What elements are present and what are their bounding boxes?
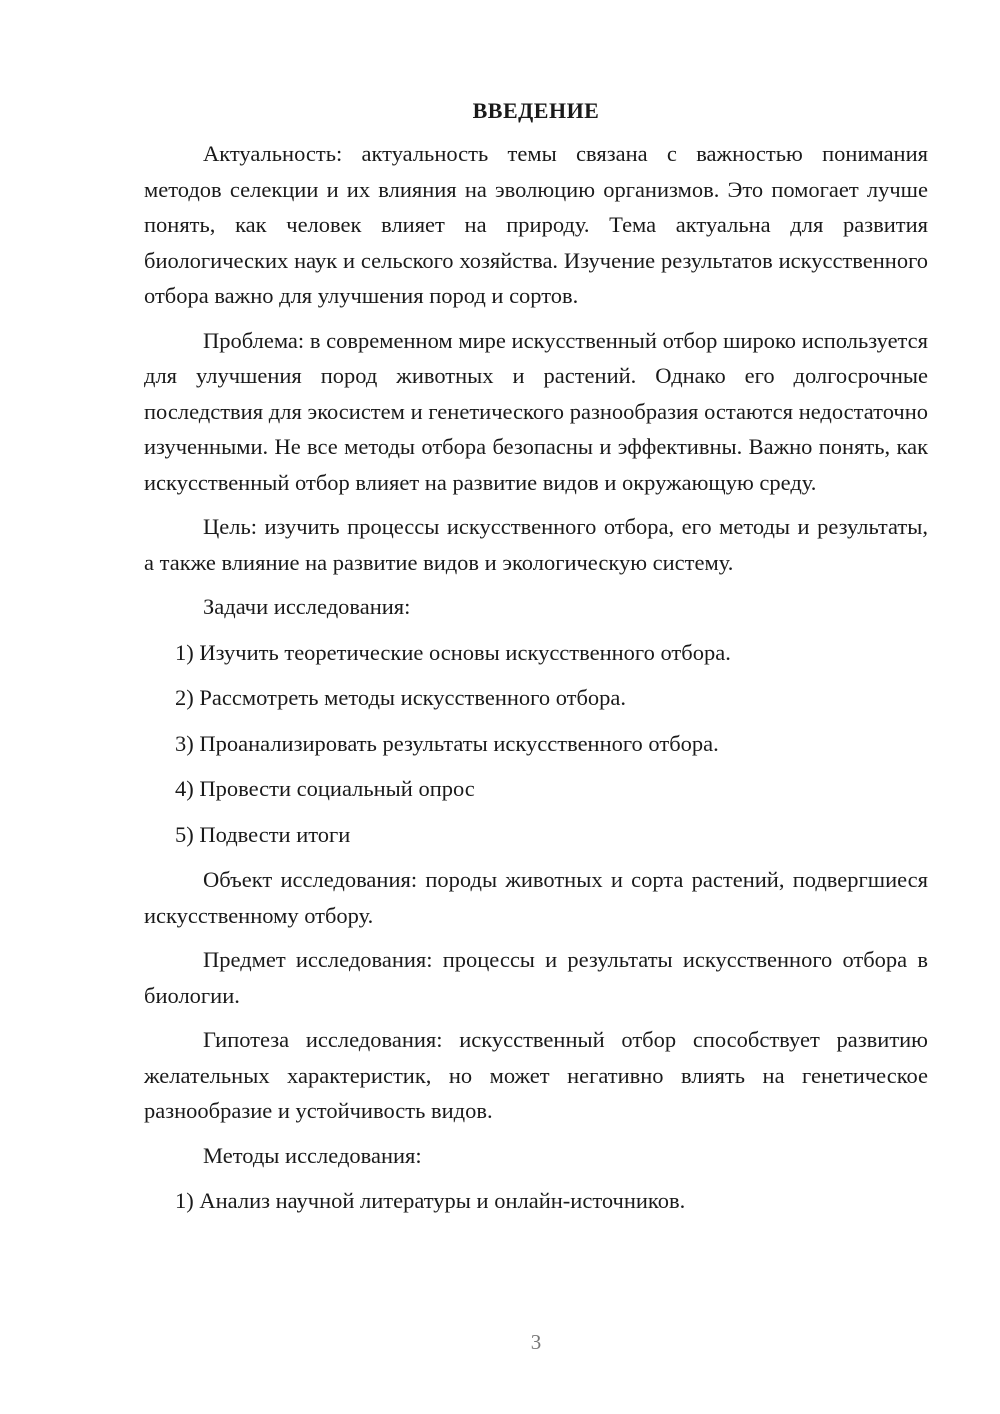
paragraph-relevance: Актуальность: актуальность темы связана с важностью понимания методов селекции и их влияния на эволюцию организмов. Это помогает лучше понять, как человек влияет на природу. Тема актуальна для развития биологических наук и сельского хозяйства. Изучение результатов искусственного отбора важно для улучшения пород и сортов. (144, 141, 928, 308)
paragraph-goal: Цель: изучить процессы искусственного отбора, его методы и результаты, а также влияние на развитие видов и экологическую систему. (144, 514, 928, 575)
document-page (144, 96, 928, 1229)
methods-heading: Методы исследования: (203, 1142, 422, 1168)
list-item: 5) Подвести итоги (175, 821, 351, 847)
list-item: 3) Проанализировать результаты искусственного отбора. (175, 730, 719, 756)
methods-list (144, 1183, 928, 1219)
tasks-list (144, 635, 928, 853)
paragraph-problem: Проблема: в современном мире искусственный отбор широко используется для улучшения пород животных и растений. Однако его долгосрочные последствия для экосистем и генетического разнообразия остаются недостаточно изученными. Не все методы отбора безопасны и эффективны. Важно понять, как искусственный отбор влияет на развитие видов и окружающую среду. (144, 327, 928, 495)
paragraph-object: Объект исследования: породы животных и сорта растений, подвергшиеся искусственному отбору. (144, 867, 928, 928)
list-item: 2) Рассмотреть методы искусственного отбора. (175, 685, 627, 710)
paragraph-hypothesis: Гипотеза исследования: искусственный отбор способствует развитию желательных характеристик, но может негативно влиять на генетическое разнообразие и устойчивость видов. (144, 1027, 928, 1123)
paragraph-subject: Предмет исследования: процессы и результаты искусственного отбора в биологии. (144, 947, 928, 1008)
page-number: 3 (530, 1330, 542, 1354)
list-item: 4) Провести социальный опрос (175, 776, 475, 801)
list-item: 1) Анализ научной литературы и онлайн-источников. (175, 1188, 686, 1213)
page-title: ВВЕДЕНИЕ (472, 98, 600, 123)
tasks-heading: Задачи исследования: (203, 594, 411, 619)
list-item: 1) Изучить теоретические основы искусственного отбора. (175, 639, 731, 665)
